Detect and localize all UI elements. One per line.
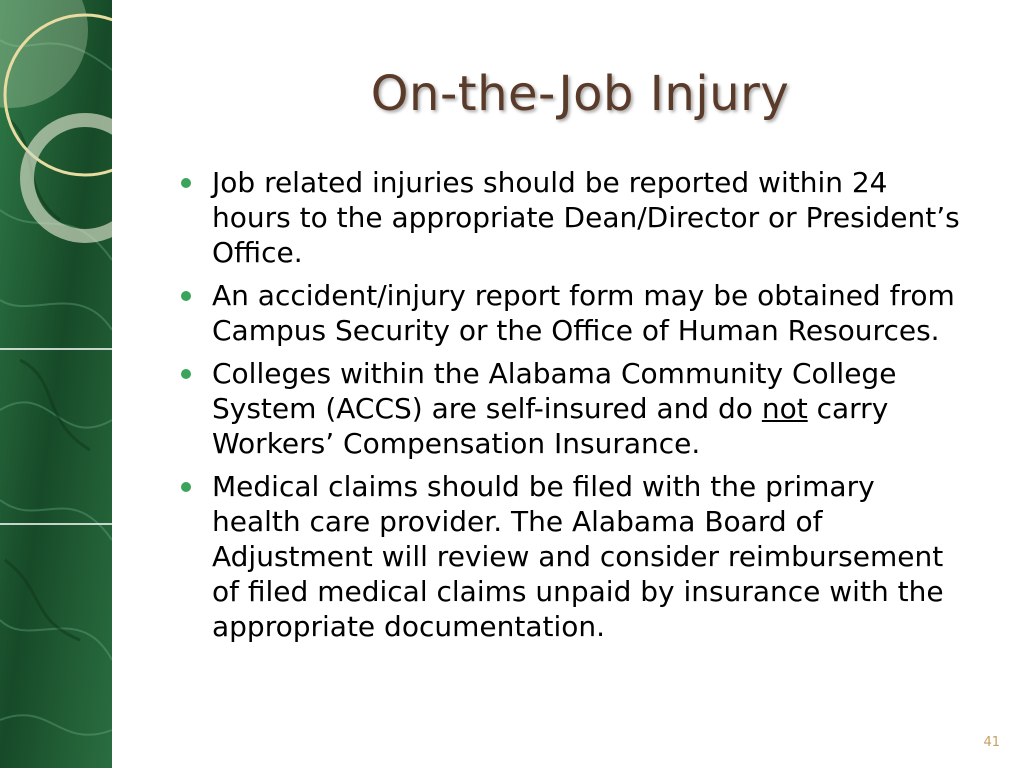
bullet-dot-icon xyxy=(181,291,191,301)
bullet-dot-icon xyxy=(181,369,191,379)
bullet-item xyxy=(180,356,970,461)
decorative-side-panel xyxy=(0,0,112,768)
bullet-text-underlined: not xyxy=(761,392,808,425)
bullet-text: An accident/injury report form may be obtained from Campus Security or the Office of Human Resources. xyxy=(212,279,955,347)
page-number: 41 xyxy=(983,735,1000,750)
bullet-text: Job related injuries should be reported within 24 hours to the appropriate Dean/Director or President’s Office. xyxy=(212,166,960,269)
slide-title: On-the-Job Injury xyxy=(370,66,790,122)
bullet-text-before: Colleges within the Alabama Community College System (ACCS) are self-insured and do xyxy=(212,357,897,425)
bullet-text: Medical claims should be filed with the primary health care provider. The Alabama Board of Adjustment will review and consider reimbursement of filed medical claims unpaid by insurance with the appropriate documentation. xyxy=(212,470,944,643)
bullet-dot-icon xyxy=(181,178,191,188)
bullet-dot-icon xyxy=(181,482,191,492)
bullet-item xyxy=(180,165,970,270)
bullet-list xyxy=(180,165,970,652)
bullet-item xyxy=(180,469,970,644)
bullet-text-after: carry Workers’ Compensation Insurance. xyxy=(212,392,889,460)
marble-texture-graphic xyxy=(0,0,112,768)
bullet-item xyxy=(180,278,970,348)
